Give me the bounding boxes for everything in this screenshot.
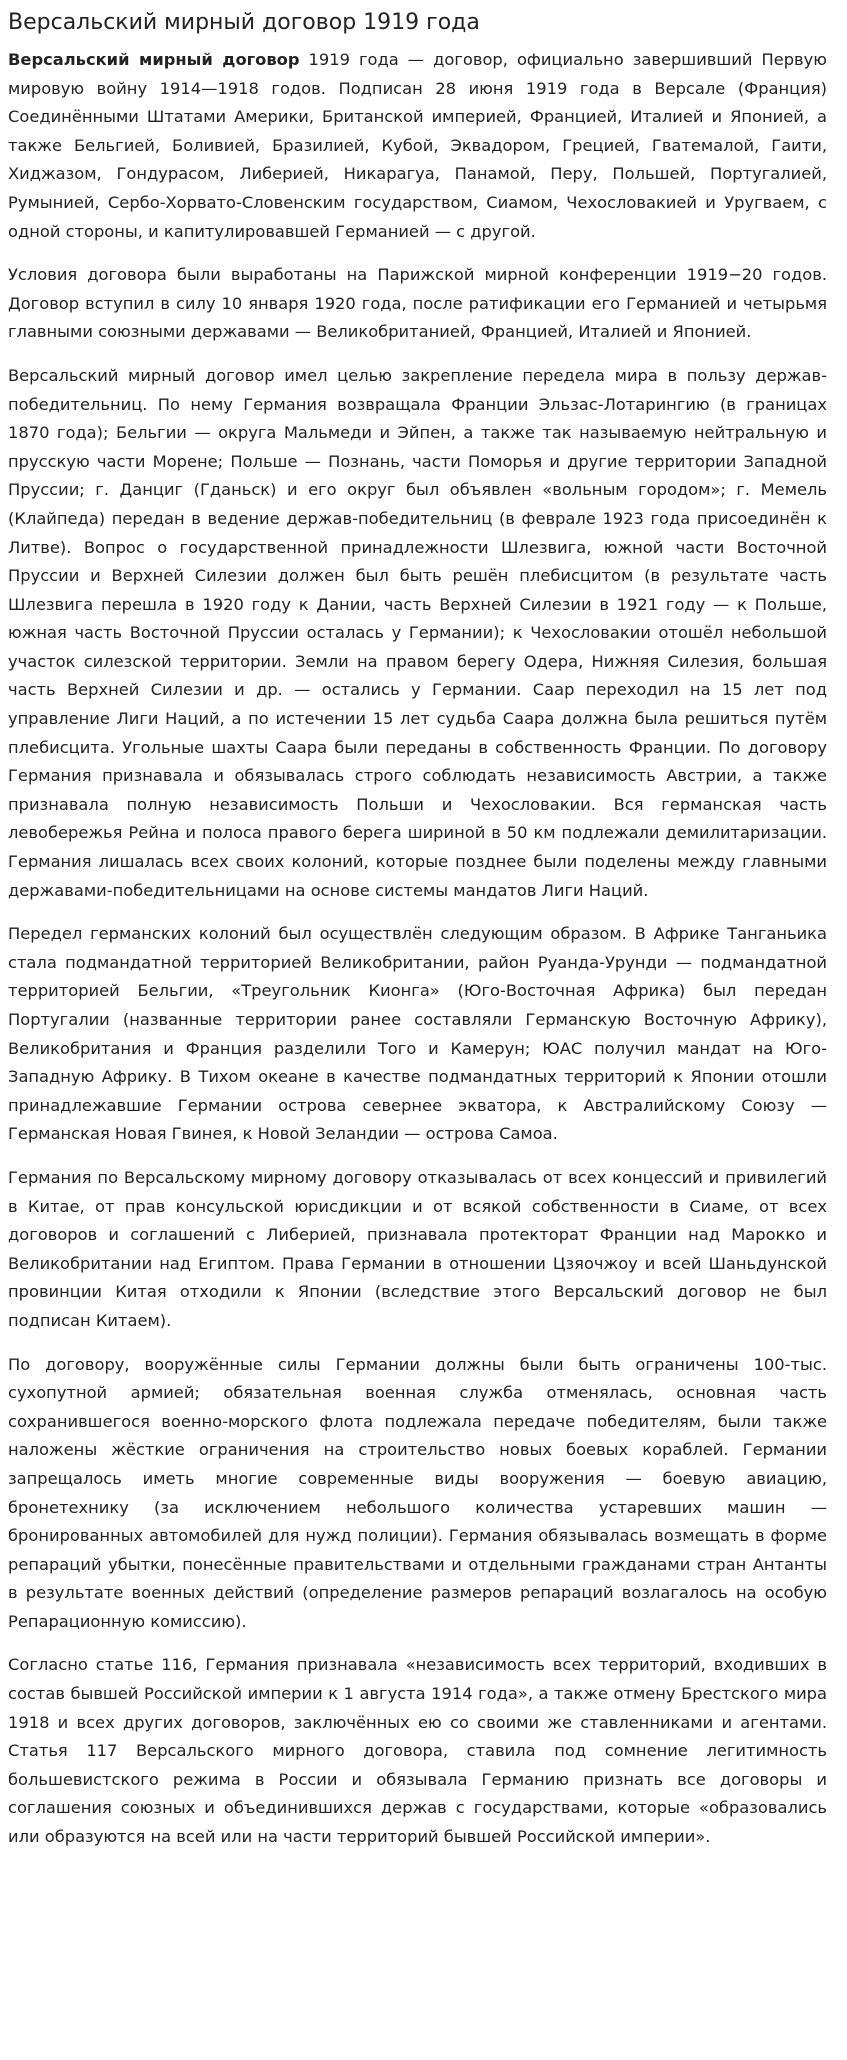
paragraph-military: По договору, вооружённые силы Германии должны были быть ограничены 100-тыс. сухопутной армией; обязательная военная служба отменялась, основная часть сохранившегося военно-морского флота подлежала передаче победителям, были также наложены жёсткие ограничения на строительство новых боевых кораблей. Германии запрещалось иметь многие современные виды вооружения — боевую авиацию, бронетехнику (за исключением небольшого количества устаревших машин — бронированных автомобилей для нужд полиции). Германия обязывалась возмещать в форме репараций убытки, понесённые правительствами и отдельными гражданами стран Антанты в результате военных действий (определение размеров репараций возлагалось на особую Репарационную комиссию). [8, 1354, 827, 1631]
paragraph-intro [8, 46, 827, 246]
paragraph-conditions: Условия договора были выработаны на Парижской мирной конференции 1919−20 годов. Договор вступил в силу 10 января 1920 года, после ратификации его Германией и четырьмя главными союзными державами — Великобританией, Францией, Италией и Японией. [8, 265, 827, 342]
page-title: Версальский мирный договор 1919 года [8, 10, 480, 35]
lead-term: Версальский мирный договор [8, 50, 300, 69]
paragraph-territories: Версальский мирный договор имел целью закрепление передела мира в пользу держав-победительниц. По нему Германия возвращала Франции Эльзас-Лотарингию (в границах 1870 года); Бельгии — округа Мальмеди и Эйпен, а также так называемую нейтральную и прусскую части Морене; Польше — Познань, части Поморья и другие территории Западной Пруссии; г. Данциг (Гданьск) и его округ был объявлен «вольным городом»; г. Мемель (Клайпеда) передан в ведение держав-победительниц (в феврале 1923 года присоединён к Литве). Вопрос о государственной принадлежности Шлезвига, южной части Восточной Пруссии и Верхней Силезии должен был быть решён плебисцитом (в результате часть Шлезвига перешла в 1920 году к Дании, часть Верхней Силезии в 1921 году — к Польше, южная часть Восточной Пруссии осталась у Германии); к Чехословакии отошёл небольшой участок силезской территории. Земли на правом берегу Одера, Нижняя Силезия, большая часть Верхней Силезии и др. — остались у Германии. Саар переходил на 15 лет под управление Лиги Наций, а по истечении 15 лет судьба Саара должна была решиться путём плебисцита. Угольные шахты Саара были переданы в собственность Франции. По договору Германия признавала и обязывалась строго соблюдать независимость Австрии, а также признавала полную независимость Польши и Чехословакии. Вся германская часть левобережья Рейна и полоса правого берега шириной в 50 км подлежали демилитаризации. Германия лишалась всех своих колоний, которые позднее были поделены между главными державами-победительницами на основе системы мандатов Лиги Наций. [8, 365, 827, 900]
intro-text: 1919 года — договор, официально завершивший Первую мировую войну 1914—1918 годов. Подписан 28 июня 1919 года в Версале (Франция) Соединёнными Штатами Америки, Британской империей, Францией, Италией и Японией, а также Бельгией, Боливией, Бразилией, Кубой, Эквадором, Грецией, Гватемалой, Гаити, Хиджазом, Гондурасом, Либерией, Никарагуа, Панамой, Перу, Польшей, Португалией, Румынией, Сербо-Хорвато-Словенским государством, Сиамом, Чехословакией и Уругваем, с одной стороны, и капитулировавшей Германией — с другой. [8, 50, 827, 241]
paragraph-concessions: Германия по Версальскому мирному договору отказывалась от всех концессий и привилегий в Китае, от прав консульской юрисдикции и от всякой собственности в Сиаме, от всех договоров и соглашений с Либерией, признавала протекторат Франции над Марокко и Великобритании над Египтом. Права Германии в отношении Цзяочжоу и всей Шаньдунской провинции Китая отходили к Японии (вследствие этого Версальский договор не был подписан Китаем). [8, 1167, 827, 1330]
paragraph-colonies: Передел германских колоний был осуществлён следующим образом. В Африке Танганьика стала подмандатной территорией Великобритании, район Руанда-Урунди — подмандатной территорией Бельгии, «Треугольник Кионга» (Юго-Восточная Африка) был передан Португалии (названные территории ранее составляли Германскую Восточную Африку), Великобритания и Франция разделили Того и Камерун; ЮАС получил мандат на Юго-Западную Африку. В Тихом океане в качестве подмандатных территорий к Японии отошли принадлежавшие Германии острова севернее экватора, к Австралийскому Союзу — Германская Новая Гвинея, к Новой Зеландии — острова Самоа. [8, 924, 827, 1144]
paragraph-russia: Согласно статье 116, Германия признавала «независимость всех территорий, входивших в состав бывшей Российской империи к 1 августа 1914 года», а также отмену Брестского мира 1918 и всех других договоров, заключённых ею со своими же ставленниками и агентами. Статья 117 Версальского мирного договора, ставила под сомнение легитимность большевистского режима в России и обязывала Германию признать все договоры и соглашения союзных и объединившихся держав с государствами, которые «образовались или образуются на всей или на части территорий бывшей Российской империи». [8, 1655, 827, 1847]
